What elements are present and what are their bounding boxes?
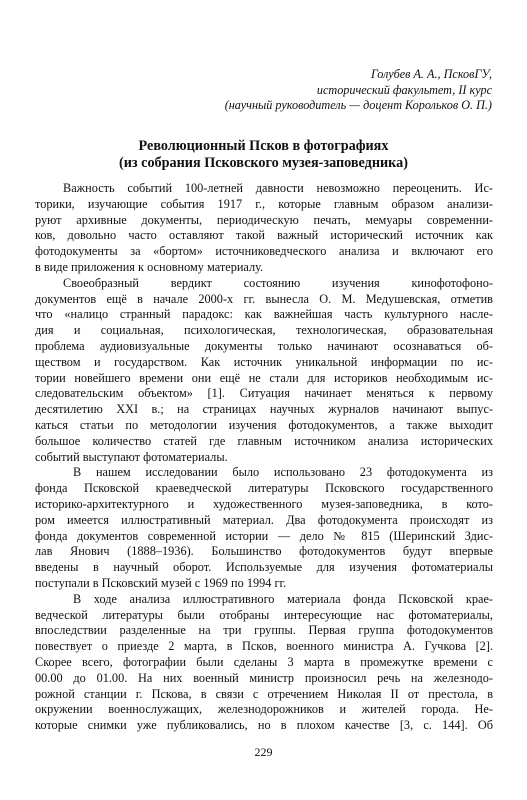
text-line: В нашем исследовании было использовано 23 фотодокумента из bbox=[73, 465, 493, 480]
text-line: впоследствии разделенные на три группы. Первая группа фотодокументов bbox=[35, 623, 493, 638]
article-title bbox=[0, 138, 527, 172]
text-line: которые снимки уже публиковались, но в плохом качестве [3, с. 144]. Об bbox=[35, 718, 493, 733]
text-line: руют архивные документы, периодическую печать, мемуары современни- bbox=[35, 212, 493, 227]
text-line: фотодокументы за «бортом» источниковедческого анализа и включают его bbox=[35, 244, 493, 259]
text-line: окружении военнослужащих, железнодорожников и жителей города. Не- bbox=[35, 702, 493, 717]
paragraph bbox=[35, 465, 493, 591]
text-line: лав Янович (1888–1936). Большинство фотодокументов будут впервые bbox=[35, 544, 493, 559]
text-line: историко-архитектурного и художественного музея-заповедника, в кото- bbox=[35, 496, 493, 511]
text-line: каться статьи по методологии изучения фотодокументов, а также выходит bbox=[35, 417, 493, 432]
text-line: торики, изучающие события 1917 г., которые главным образом анализи- bbox=[35, 196, 493, 211]
text-line: документов ещё в начале 2000-х гг. вынесла О. М. Медушевская, отметив bbox=[35, 291, 493, 306]
text-line: дия и социальная, психологическая, технологическая, образовательная bbox=[35, 323, 493, 338]
title-line-2: (из собрания Псковского музея-заповедника) bbox=[119, 155, 408, 171]
text-line: 00.00 до 01.00. На них военный министр произносил речь на железнодо- bbox=[35, 670, 493, 685]
author-name: Голубев А. А., ПсковГУ, bbox=[370, 67, 492, 81]
text-line: повествует о приезде 2 марта, в Псков, военного министра А. Гучкова [2]. bbox=[35, 639, 493, 654]
paragraph bbox=[35, 276, 493, 466]
text-line: в виде приложения к основному материалу. bbox=[35, 259, 264, 274]
text-line: введены в научный оборот. Используемые для изучения фотоматериалы bbox=[35, 560, 493, 575]
author-block bbox=[225, 67, 492, 114]
text-line: поступали в Псковский музей с 1969 по 1994 гг. bbox=[35, 575, 287, 590]
paragraph bbox=[35, 592, 493, 734]
text-line: проблема аудиовизуальные документы только начинают осознаваться об- bbox=[35, 338, 493, 353]
author-affiliation: исторический факультет, II курс bbox=[316, 82, 492, 97]
paragraph bbox=[35, 181, 493, 276]
text-line: десятилетию XXI в.; на страницах научных журналов начинают выпус- bbox=[35, 402, 493, 417]
text-line: ведческой литературы были отобраны интересующие нас фотоматериалы, bbox=[35, 607, 493, 622]
text-line: ществом и государством. Как источник уникальной информации по ис- bbox=[35, 354, 493, 369]
page-number: 229 bbox=[254, 745, 273, 759]
text-line: ром имеется иллюстративный материал. Два фотодокумента происходят из bbox=[35, 512, 493, 527]
text-line: рожной станции г. Пскова, в связи с отречением Николая II от престола, в bbox=[35, 686, 493, 701]
title-line-1: Революционный Псков в фотографиях bbox=[138, 138, 389, 154]
text-line: ков, довольно часто оставляют такой важный исторический источник как bbox=[35, 228, 493, 243]
text-line: тории новейшего времени они ещё не стали для историков необходимым ис- bbox=[35, 370, 493, 385]
text-line: большое количество статей где главным источником анализа исторических bbox=[35, 433, 493, 448]
text-line: следовательским объектом» [1]. Ситуация начинает меняться к первому bbox=[35, 386, 493, 401]
text-line: Своеобразный вердикт состоянию изучения кинофотофоно- bbox=[63, 275, 493, 290]
text-line: Скорее всего, фотографии были сделаны 3 марта в промежутке времени с bbox=[35, 654, 493, 669]
text-line: В ходе анализа иллюстративного материала фонда Псковской крае- bbox=[73, 591, 493, 606]
text-line: Важность событий 100-летней давности невозможно переоценить. Ис- bbox=[63, 181, 493, 195]
text-line: что «налицо странный парадокс: как важнейшая часть культурного насле- bbox=[35, 307, 493, 322]
text-line: фонда Псковской краеведческой литературы Псковского государственного bbox=[35, 481, 493, 496]
author-supervisor: (научный руководитель — доцент Корольков О. П.) bbox=[224, 98, 492, 112]
text-line: событий выступают фотоматериалы. bbox=[35, 449, 228, 464]
text-line: фонда документов современной истории — дело № 815 (Шеринский Здис- bbox=[35, 528, 493, 543]
article-body bbox=[35, 181, 493, 734]
